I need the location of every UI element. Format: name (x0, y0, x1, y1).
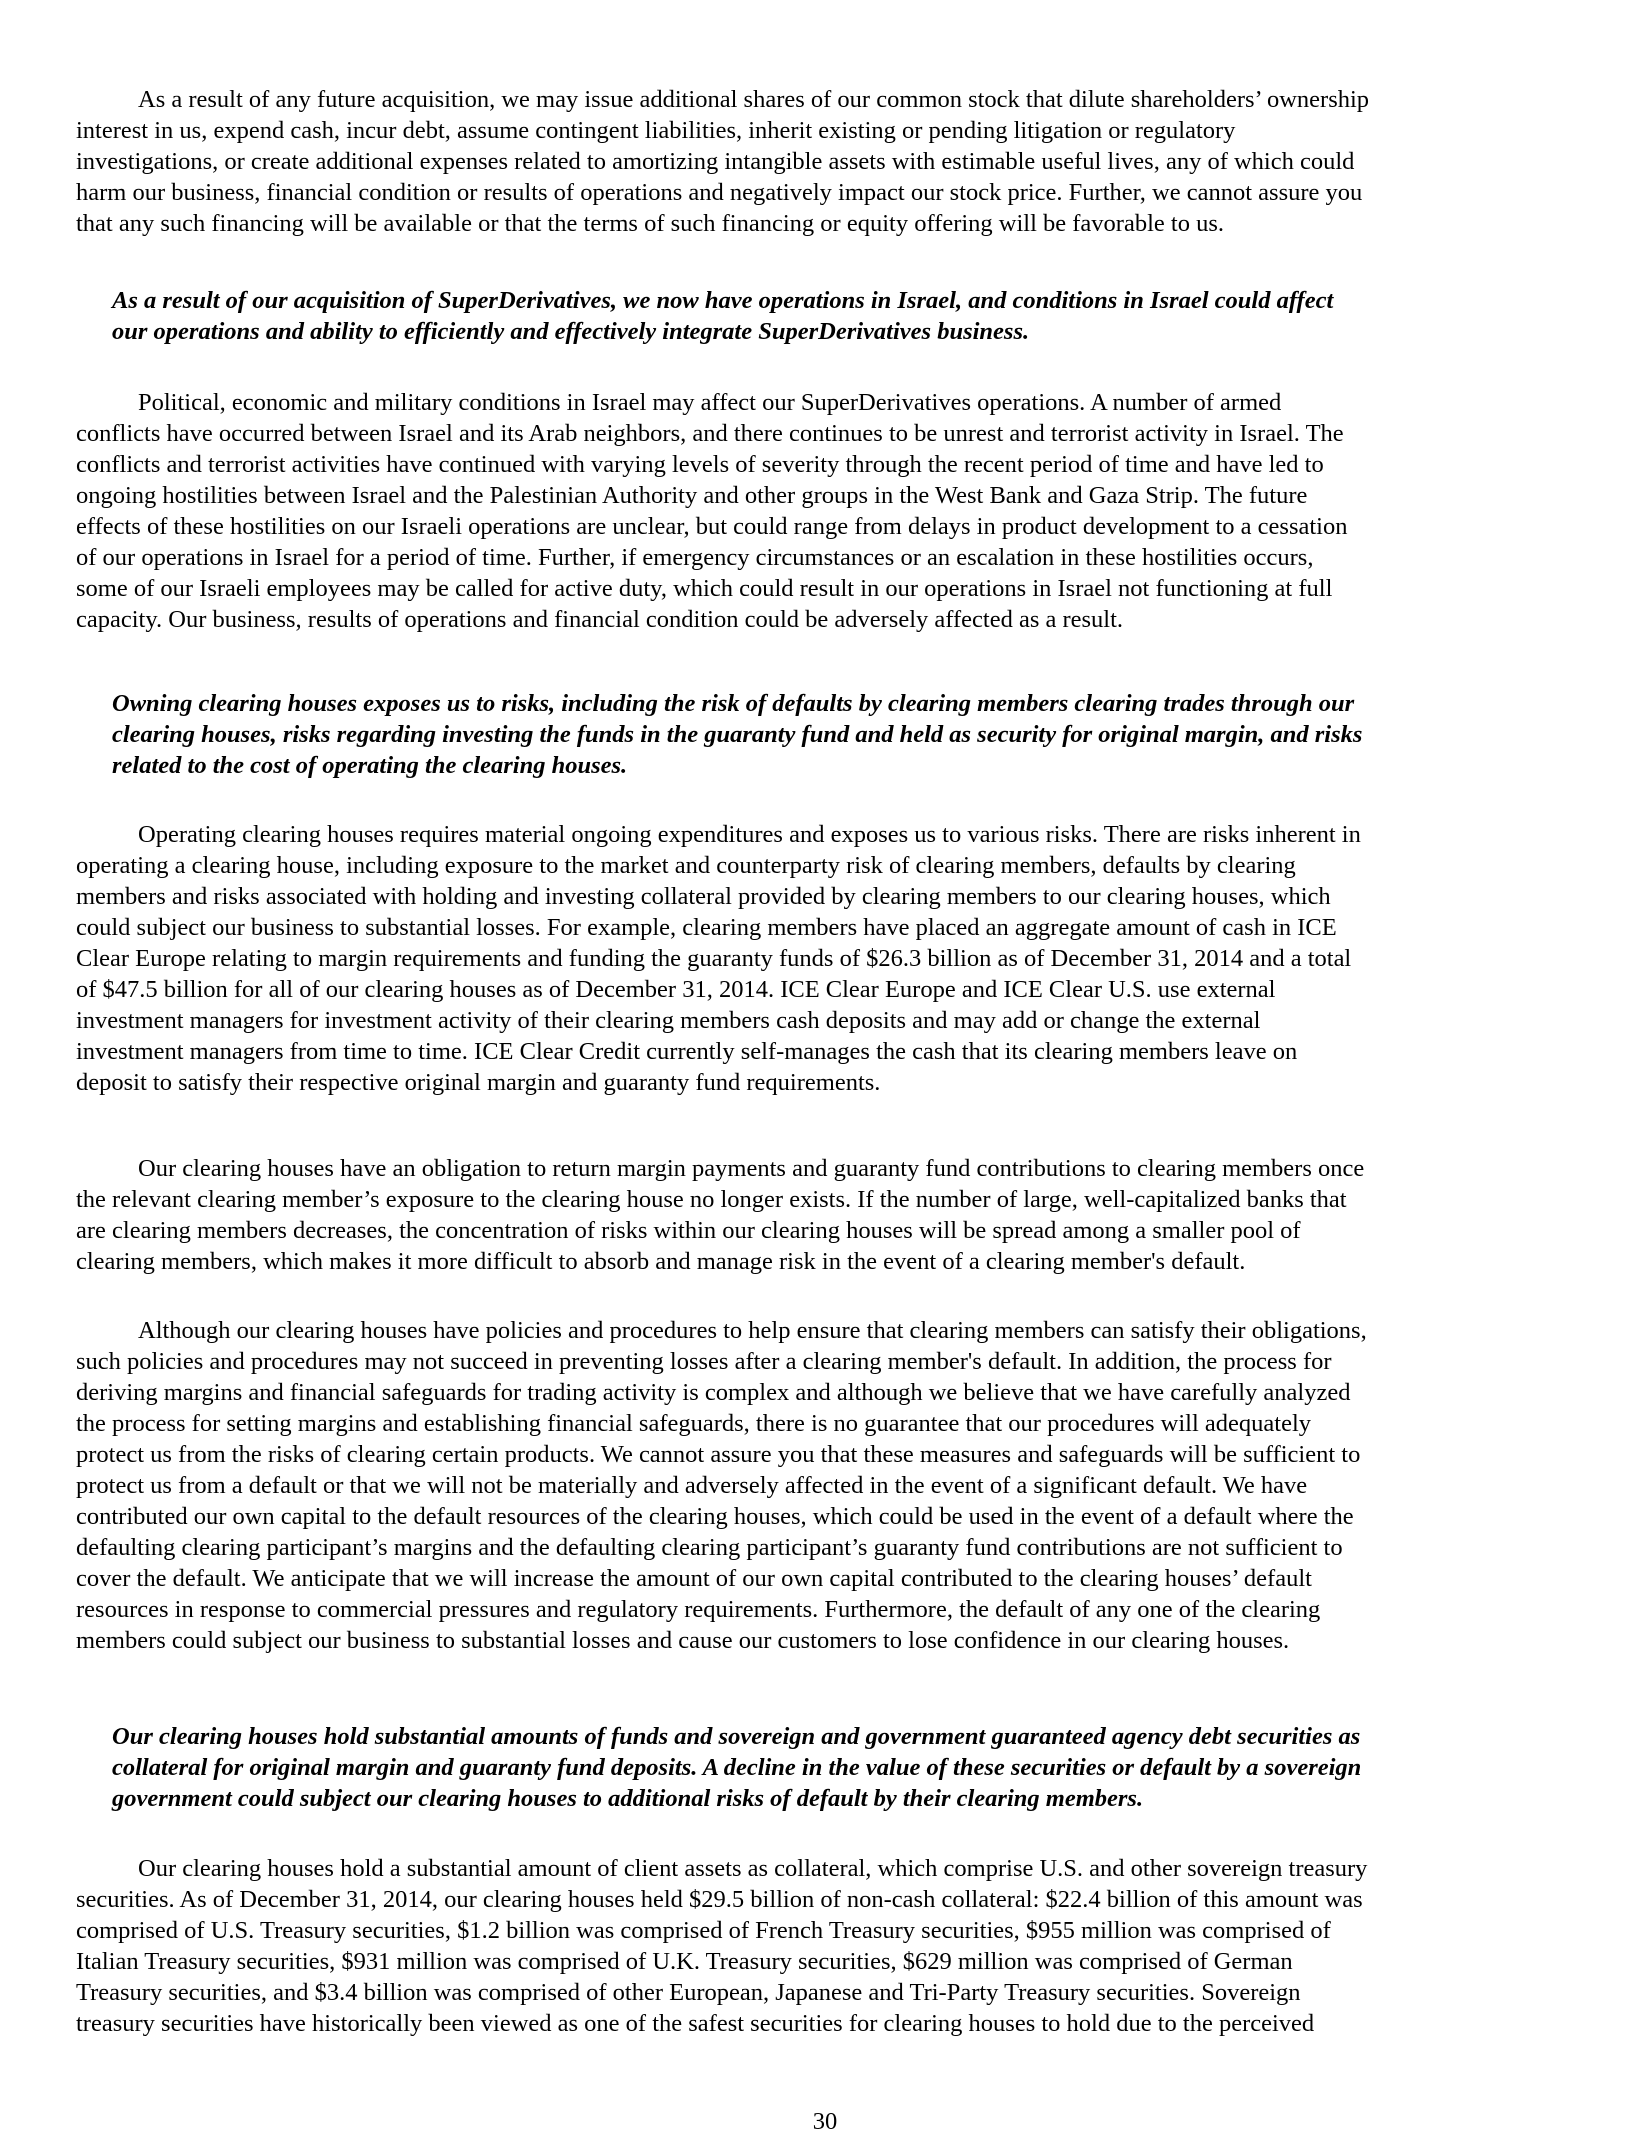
text-line: clearing houses, risks regarding investing the funds in the guaranty fund and held as security for original margin, and risks (112, 721, 1363, 748)
text-line: such policies and procedures may not succeed in preventing losses after a clearing member's default. In addition, the process for (76, 1348, 1332, 1375)
text-line: of $47.5 billion for all of our clearing houses as of December 31, 2014. ICE Clear Europe and ICE Clear U.S. use external (76, 976, 1276, 1003)
paragraph (76, 84, 1576, 239)
text-line: members and risks associated with holding and investing collateral provided by clearing members to our clearing houses, which (76, 883, 1331, 910)
text-line: investment managers from time to time. ICE Clear Credit currently self-manages the cash that its clearing members leave on (76, 1038, 1298, 1065)
text-line: protect us from a default or that we will not be materially and adversely affected in the event of a significant default. We have (76, 1472, 1308, 1499)
text-line: are clearing members decreases, the concentration of risks within our clearing houses will be spread among a smaller pool of (76, 1217, 1301, 1244)
text-line: interest in us, expend cash, incur debt, assume contingent liabilities, inherit existing or pending litigation or regulatory (76, 117, 1236, 144)
text-line: investigations, or create additional expenses related to amortizing intangible assets with estimable useful lives, any of which could (76, 148, 1355, 175)
text-line: Italian Treasury securities, $931 million was comprised of U.K. Treasury securities, $629 million was comprised of German (76, 1948, 1293, 1975)
text-line: Although our clearing houses have policies and procedures to help ensure that clearing members can satisfy their obligations, (138, 1317, 1367, 1344)
text-line: protect us from the risks of clearing certain products. We cannot assure you that these measures and safeguards will be sufficient to (76, 1441, 1361, 1468)
text-line: the relevant clearing member’s exposure to the clearing house no longer exists. If the number of large, well-capitalized banks that (76, 1186, 1347, 1213)
text-line: investment managers for investment activity of their clearing members cash deposits and may add or change the external (76, 1007, 1261, 1034)
paragraph (76, 1315, 1576, 1656)
text-line: the process for setting margins and establishing financial safeguards, there is no guarantee that our procedures will adequately (76, 1410, 1312, 1437)
text-line: related to the cost of operating the clearing houses. (112, 752, 628, 779)
text-line: our operations and ability to efficiently and effectively integrate SuperDerivatives business. (112, 318, 1030, 345)
page-number: 30 (812, 2108, 838, 2135)
paragraph (76, 819, 1576, 1098)
text-line: As a result of any future acquisition, we may issue additional shares of our common stock that dilute shareholders’ ownership (138, 86, 1370, 113)
text-line: harm our business, financial condition or results of operations and negatively impact our stock price. Further, we cannot assure you (76, 179, 1363, 206)
text-line: Operating clearing houses requires material ongoing expenditures and exposes us to various risks. There are risks inherent in (138, 821, 1361, 848)
text-line: capacity. Our business, results of operations and financial condition could be adversely affected as a result. (76, 606, 1124, 633)
text-line: conflicts and terrorist activities have continued with varying levels of severity through the recent period of time and have led to (76, 451, 1324, 478)
text-line: some of our Israeli employees may be called for active duty, which could result in our operations in Israel not functioning at full (76, 575, 1333, 602)
text-line: government could subject our clearing houses to additional risks of default by their clearing members. (112, 1785, 1144, 1812)
text-line: contributed our own capital to the default resources of the clearing houses, which could be used in the event of a default where the (76, 1503, 1354, 1530)
text-line: Clear Europe relating to margin requirements and funding the guaranty funds of $26.3 billion as of December 31, 2014 and a total (76, 945, 1352, 972)
text-line: operating a clearing house, including exposure to the market and counterparty risk of clearing members, defaults by clearing (76, 852, 1296, 879)
text-line: could subject our business to substantial losses. For example, clearing members have placed an aggregate amount of cash in ICE (76, 914, 1337, 941)
paragraph (76, 1853, 1576, 2039)
text-line: defaulting clearing participant’s margins and the defaulting clearing participant’s guaranty fund contributions are not sufficient to (76, 1534, 1343, 1561)
text-line: conflicts have occurred between Israel and its Arab neighbors, and there continues to be unrest and terrorist activity in Israel. The (76, 420, 1344, 447)
text-line: clearing members, which makes it more difficult to absorb and manage risk in the event of a clearing member's default. (76, 1248, 1246, 1275)
text-line: deriving margins and financial safeguards for trading activity is complex and although we believe that we have carefully analyzed (76, 1379, 1351, 1406)
section-heading (112, 1721, 1612, 1814)
text-line: As a result of our acquisition of SuperDerivatives, we now have operations in Israel, and conditions in Israel could affect (112, 287, 1334, 314)
text-line: members could subject our business to substantial losses and cause our customers to lose confidence in our clearing houses. (76, 1627, 1290, 1654)
text-line: effects of these hostilities on our Israeli operations are unclear, but could range from delays in product development to a cessation (76, 513, 1348, 540)
text-line: resources in response to commercial pressures and regulatory requirements. Furthermore, the default of any one of the clearing (76, 1596, 1321, 1623)
text-line: cover the default. We anticipate that we will increase the amount of our own capital contributed to the clearing houses’ default (76, 1565, 1312, 1592)
text-line: Our clearing houses have an obligation to return margin payments and guaranty fund contributions to clearing members once (138, 1155, 1365, 1182)
text-line: Our clearing houses hold a substantial amount of client assets as collateral, which comprise U.S. and other sovereign treasury (138, 1855, 1368, 1882)
paragraph (76, 387, 1576, 635)
text-line: that any such financing will be available or that the terms of such financing or equity offering will be favorable to us. (76, 210, 1224, 237)
text-line: Political, economic and military conditions in Israel may affect our SuperDerivatives operations. A number of armed (138, 389, 1282, 416)
text-line: deposit to satisfy their respective original margin and guaranty fund requirements. (76, 1069, 881, 1096)
text-line: securities. As of December 31, 2014, our clearing houses held $29.5 billion of non-cash collateral: $22.4 billion of this amount was (76, 1886, 1363, 1913)
text-line: ongoing hostilities between Israel and the Palestinian Authority and other groups in the West Bank and Gaza Strip. The future (76, 482, 1308, 509)
text-line: comprised of U.S. Treasury securities, $1.2 billion was comprised of French Treasury securities, $955 million was comprised of (76, 1917, 1331, 1944)
text-line: Owning clearing houses exposes us to risks, including the risk of defaults by clearing members clearing trades through our (112, 690, 1355, 717)
text-line: Our clearing houses hold substantial amounts of funds and sovereign and government guaranteed agency debt securities as (112, 1723, 1361, 1750)
text-line: treasury securities have historically been viewed as one of the safest securities for clearing houses to hold due to the perceived (76, 2010, 1315, 2037)
text-line: Treasury securities, and $3.4 billion was comprised of other European, Japanese and Tri-Party Treasury securities. Sovereign (76, 1979, 1301, 2006)
text-line: collateral for original margin and guaranty fund deposits. A decline in the value of these securities or default by a sovereign (112, 1754, 1362, 1781)
section-heading (112, 688, 1612, 781)
paragraph (76, 1153, 1576, 1277)
text-line: of our operations in Israel for a period of time. Further, if emergency circumstances or an escalation in these hostilities occurs, (76, 544, 1314, 571)
section-heading (112, 285, 1612, 347)
